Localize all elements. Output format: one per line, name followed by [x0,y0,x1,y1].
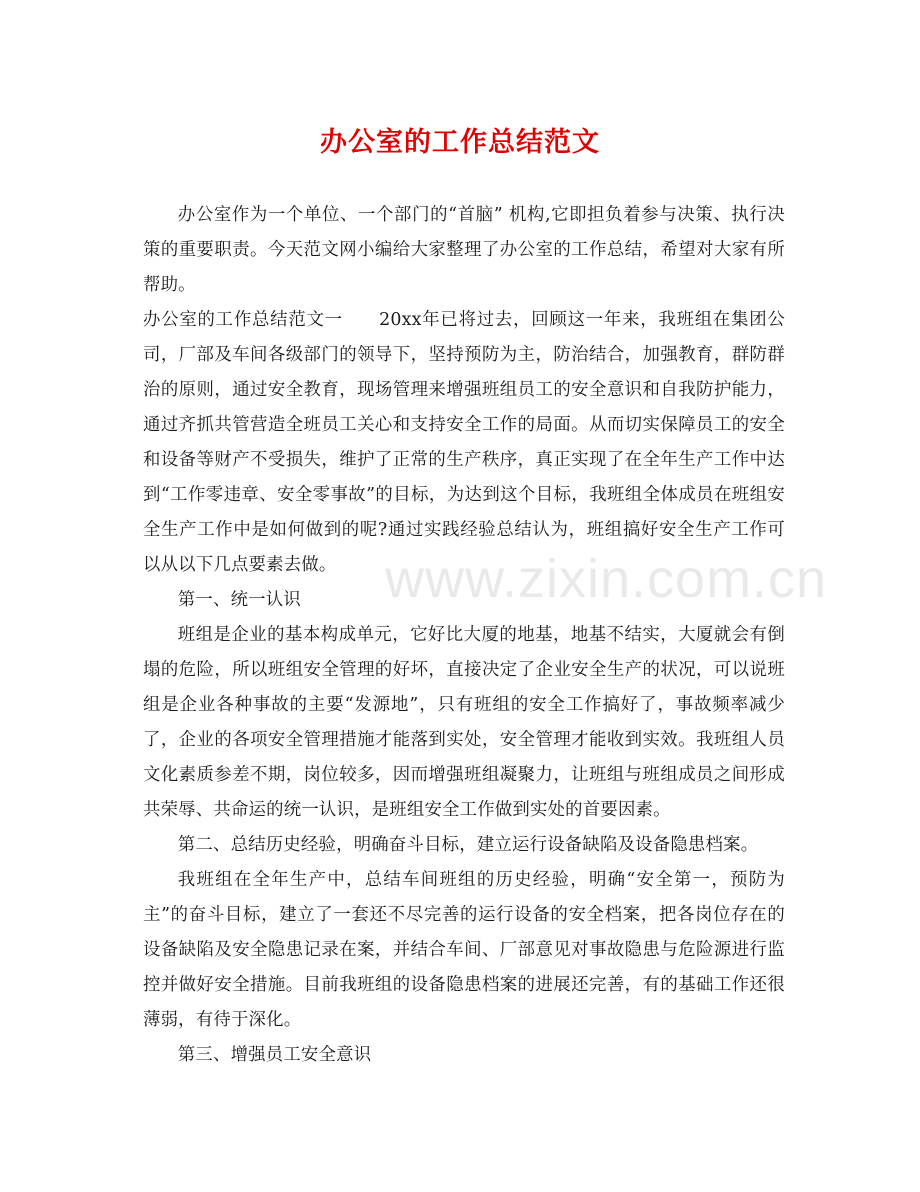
heading-third: 第三、增强员工安全意识 [177,1045,372,1065]
document-body [143,198,785,1073]
heading-first: 第一、统一认识 [177,590,301,610]
paragraph-second: 我班组在全年生产中，总结车间班组的历史经验，明确“安全第一，预防为主”的奋斗目标，建立了一套还不尽完善的运行设备的安全档案，把各岗位存在的设备缺陷及安全隐患记录在案，并结合车间、厂部意见对事故隐患与危险源进行监控并做好安全措施。目前我班组的设备隐患档案的进展还完善，有的基础工作还很薄弱，有待于深化。 [143,870,785,1030]
intro-paragraph: 办公室作为一个单位、一个部门的“首脑” 机构,它即担负着参与决策、执行决策的重要职责。今天范文网小编给大家整理了办公室的工作总结，希望对大家有所帮助。 [143,205,785,295]
watermark-text: www.zixin.com.cn [385,549,828,609]
paragraph-first: 班组是企业的基本构成单元，它好比大厦的地基，地基不结实，大厦就会有倒塌的危险，所以班组安全管理的好坏，直接决定了企业安全生产的状况，可以说班组是企业各种事故的主要“发源地”，只有班组的安全工作搞好了，事故频率减少了，企业的各项安全管理措施才能落到实处，安全管理才能收到实效。我班组人员文化素质参差不期，岗位较多，因而增强班组凝聚力，让班组与班组成员之间形成共荣辱、共命运的统一认识，是班组安全工作做到实处的首要因素。 [143,625,785,820]
heading-second: 第二、总结历史经验，明确奋斗目标，建立运行设备缺陷及设备隐患档案。 [177,835,759,855]
document-title: 办公室的工作总结范文 [320,127,600,158]
section-paragraph-1: 办公室的工作总结范文一 20xx年已将过去，回顾这一年来，我班组在集团公司，厂部及车间各级部门的领导下，坚持预防为主，防治结合，加强教育，群防群治的原则，通过安全教育，现场管理来增强班组员工的安全意识和自我防护能力，通过齐抓共管营造全班员工关心和支持安全工作的局面。从而切实保障员工的安全和设备等财产不受损失，维护了正常的生产秩序，真正实现了在全年生产工作中达到“工作零违章、安全零事故”的目标，为达到这个目标，我班组全体成员在班组安全生产工作中是如何做到的呢?通过实践经验总结认为，班组搞好安全生产工作可以从以下几点要素去做。 [143,310,785,575]
